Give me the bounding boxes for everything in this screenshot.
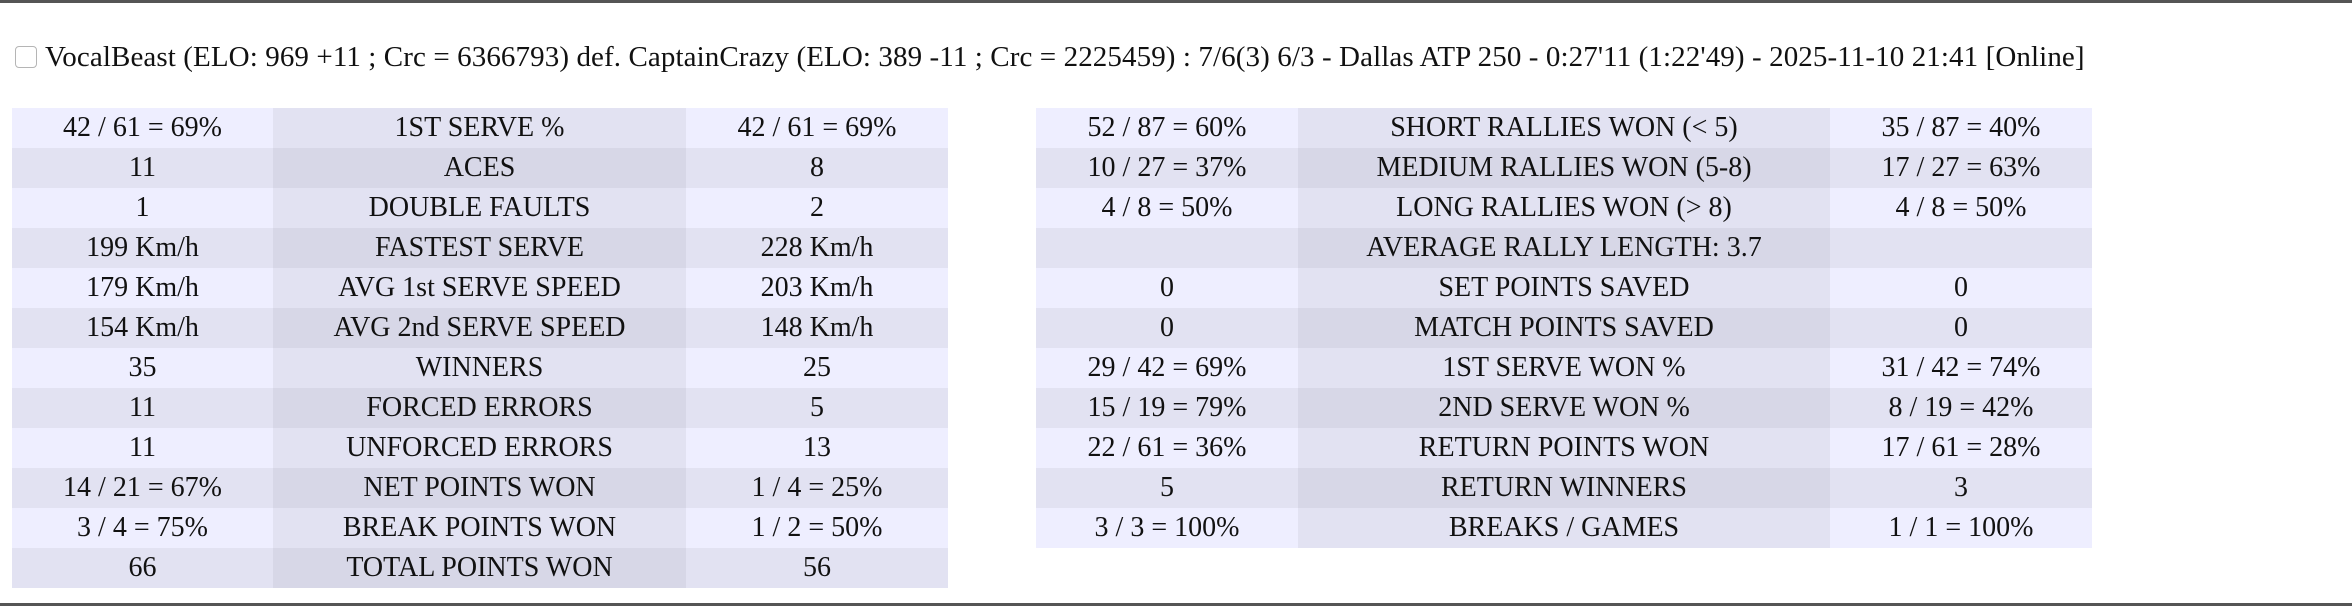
stat-row bbox=[12, 108, 948, 148]
player1-value: 35 bbox=[12, 348, 273, 388]
player1-value: 199 Km/h bbox=[12, 228, 273, 268]
player2-value: 3 bbox=[1830, 468, 2092, 508]
stat-label: SHORT RALLIES WON (< 5) bbox=[1298, 108, 1830, 148]
stat-label: FASTEST SERVE bbox=[273, 228, 686, 268]
stat-row bbox=[12, 308, 948, 348]
stat-label: RETURN POINTS WON bbox=[1298, 428, 1830, 468]
stat-row bbox=[12, 188, 948, 228]
player2-value: 13 bbox=[686, 428, 948, 468]
player2-value: 31 / 42 = 74% bbox=[1830, 348, 2092, 388]
player2-value: 0 bbox=[1830, 308, 2092, 348]
player1-value: 179 Km/h bbox=[12, 268, 273, 308]
top-divider bbox=[0, 0, 2352, 3]
stat-row bbox=[1036, 468, 2092, 508]
rally-stats-table bbox=[1036, 108, 2092, 548]
stat-label: 2ND SERVE WON % bbox=[1298, 388, 1830, 428]
player1-value: 0 bbox=[1036, 268, 1298, 308]
player2-value: 56 bbox=[686, 548, 948, 588]
stat-row bbox=[12, 268, 948, 308]
stat-label: NET POINTS WON bbox=[273, 468, 686, 508]
stat-row bbox=[1036, 108, 2092, 148]
match-summary: VocalBeast (ELO: 969 +11 ; Crc = 6366793) def. CaptainCrazy (ELO: 389 -11 ; Crc = 2225459) : 7/6(3) 6/3 - Dallas ATP 250 - 0:27'11 (1:22'49) - 2025-11-10 21:41 [Online] bbox=[45, 40, 2085, 73]
stat-row bbox=[12, 548, 948, 588]
player1-value: 42 / 61 = 69% bbox=[12, 108, 273, 148]
stat-label: SET POINTS SAVED bbox=[1298, 268, 1830, 308]
stat-row bbox=[1036, 268, 2092, 308]
stat-label: RETURN WINNERS bbox=[1298, 468, 1830, 508]
player1-value: 0 bbox=[1036, 308, 1298, 348]
player1-value: 154 Km/h bbox=[12, 308, 273, 348]
stat-label: MEDIUM RALLIES WON (5-8) bbox=[1298, 148, 1830, 188]
player1-value: 4 / 8 = 50% bbox=[1036, 188, 1298, 228]
match-header bbox=[15, 34, 2085, 80]
stat-label: BREAKS / GAMES bbox=[1298, 508, 1830, 548]
player2-value: 8 / 19 = 42% bbox=[1830, 388, 2092, 428]
stat-label: 1ST SERVE WON % bbox=[1298, 348, 1830, 388]
stat-row bbox=[1036, 388, 2092, 428]
player2-value: 1 / 2 = 50% bbox=[686, 508, 948, 548]
stat-label: AVG 2nd SERVE SPEED bbox=[273, 308, 686, 348]
stat-label: TOTAL POINTS WON bbox=[273, 548, 686, 588]
stat-row bbox=[1036, 148, 2092, 188]
player1-value: 11 bbox=[12, 148, 273, 188]
player2-value: 4 / 8 = 50% bbox=[1830, 188, 2092, 228]
player1-value: 3 / 4 = 75% bbox=[12, 508, 273, 548]
stat-label: 1ST SERVE % bbox=[273, 108, 686, 148]
player2-value: 203 Km/h bbox=[686, 268, 948, 308]
player2-value: 0 bbox=[1830, 268, 2092, 308]
player1-value: 22 / 61 = 36% bbox=[1036, 428, 1298, 468]
stat-row bbox=[1036, 508, 2092, 548]
stat-label: DOUBLE FAULTS bbox=[273, 188, 686, 228]
stat-row bbox=[1036, 228, 2092, 268]
serve-stats-table bbox=[12, 108, 948, 588]
player1-value: 11 bbox=[12, 428, 273, 468]
player2-value bbox=[1830, 228, 2092, 268]
stat-row bbox=[12, 228, 948, 268]
player1-value: 10 / 27 = 37% bbox=[1036, 148, 1298, 188]
stat-row bbox=[12, 148, 948, 188]
player1-value: 1 bbox=[12, 188, 273, 228]
stat-label: AVG 1st SERVE SPEED bbox=[273, 268, 686, 308]
stat-label: BREAK POINTS WON bbox=[273, 508, 686, 548]
stat-label: FORCED ERRORS bbox=[273, 388, 686, 428]
stat-row bbox=[1036, 308, 2092, 348]
stat-row bbox=[12, 388, 948, 428]
player2-value: 17 / 61 = 28% bbox=[1830, 428, 2092, 468]
player2-value: 1 / 4 = 25% bbox=[686, 468, 948, 508]
player2-value: 25 bbox=[686, 348, 948, 388]
player2-value: 35 / 87 = 40% bbox=[1830, 108, 2092, 148]
player1-value: 14 / 21 = 67% bbox=[12, 468, 273, 508]
player1-value: 66 bbox=[12, 548, 273, 588]
player1-value: 29 / 42 = 69% bbox=[1036, 348, 1298, 388]
player1-value: 5 bbox=[1036, 468, 1298, 508]
player2-value: 8 bbox=[686, 148, 948, 188]
player1-value: 15 / 19 = 79% bbox=[1036, 388, 1298, 428]
player2-value: 1 / 1 = 100% bbox=[1830, 508, 2092, 548]
stat-row bbox=[12, 348, 948, 388]
stat-row bbox=[12, 468, 948, 508]
stat-label: ACES bbox=[273, 148, 686, 188]
player2-value: 17 / 27 = 63% bbox=[1830, 148, 2092, 188]
player2-value: 2 bbox=[686, 188, 948, 228]
player1-value: 3 / 3 = 100% bbox=[1036, 508, 1298, 548]
stat-row bbox=[1036, 188, 2092, 228]
stat-row bbox=[1036, 428, 2092, 468]
stat-row bbox=[1036, 348, 2092, 388]
stat-label: LONG RALLIES WON (> 8) bbox=[1298, 188, 1830, 228]
stat-label: AVERAGE RALLY LENGTH: 3.7 bbox=[1298, 228, 1830, 268]
select-match-checkbox[interactable] bbox=[15, 46, 37, 68]
stat-row bbox=[12, 508, 948, 548]
player2-value: 42 / 61 = 69% bbox=[686, 108, 948, 148]
stat-row bbox=[12, 428, 948, 468]
stat-label: UNFORCED ERRORS bbox=[273, 428, 686, 468]
player1-value bbox=[1036, 228, 1298, 268]
stat-label: WINNERS bbox=[273, 348, 686, 388]
player1-value: 52 / 87 = 60% bbox=[1036, 108, 1298, 148]
stat-label: MATCH POINTS SAVED bbox=[1298, 308, 1830, 348]
player2-value: 228 Km/h bbox=[686, 228, 948, 268]
player2-value: 5 bbox=[686, 388, 948, 428]
player1-value: 11 bbox=[12, 388, 273, 428]
player2-value: 148 Km/h bbox=[686, 308, 948, 348]
